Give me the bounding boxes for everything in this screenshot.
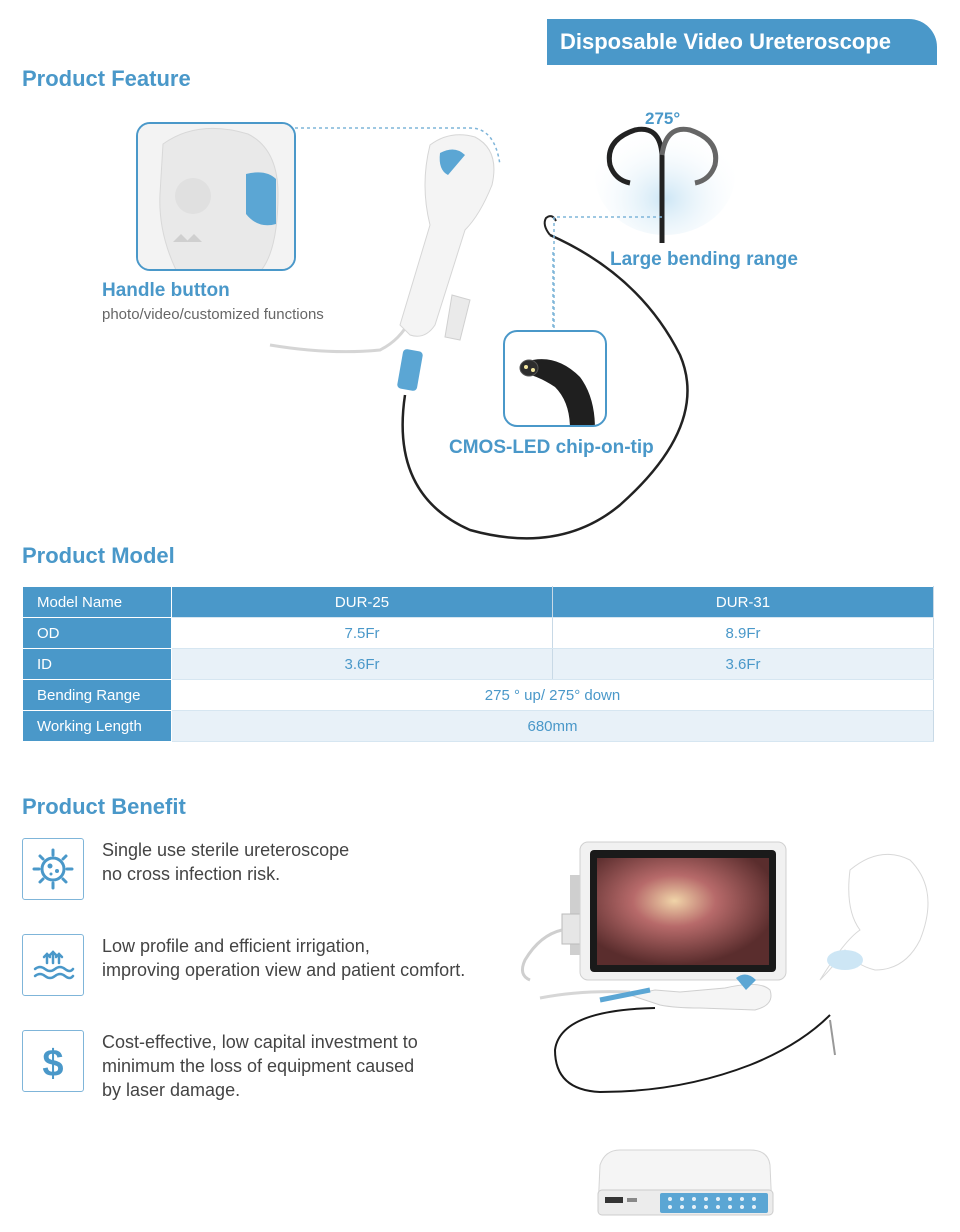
benefit-text bbox=[102, 934, 522, 982]
table-cell: 3.6Fr bbox=[172, 649, 553, 680]
benefit-line: by laser damage. bbox=[102, 1080, 241, 1100]
table-header-cell: Model Name bbox=[23, 587, 172, 618]
benefit-icon-box bbox=[22, 934, 84, 996]
table-cell: 7.5Fr bbox=[172, 618, 553, 649]
dollar-icon bbox=[31, 1039, 75, 1083]
benefit-line: improving operation view and patient comfort. bbox=[102, 960, 466, 980]
benefit-text bbox=[102, 1030, 522, 1102]
table-cell: 8.9Fr bbox=[553, 618, 934, 649]
benefit-line: Low profile and efficient irrigation, bbox=[102, 936, 370, 956]
cmos-closeup-box bbox=[503, 330, 607, 427]
product-benefit-title: Product Benefit bbox=[22, 794, 186, 819]
table-row bbox=[23, 618, 934, 649]
table-row bbox=[23, 711, 934, 742]
table-row bbox=[23, 649, 934, 680]
benefit-line: Cost-effective, low capital investment to bbox=[102, 1032, 418, 1052]
table-header-cell: DUR-31 bbox=[553, 587, 934, 618]
cmos-tip-image bbox=[505, 332, 607, 427]
system-illustration bbox=[500, 830, 945, 1120]
processor-unit bbox=[590, 1145, 780, 1232]
benefit-line: minimum the loss of equipment caused bbox=[102, 1056, 415, 1076]
row-label: OD bbox=[23, 618, 172, 649]
table-cell: 680mm bbox=[172, 711, 934, 742]
table-header-row bbox=[23, 587, 934, 618]
feature-illustration bbox=[0, 95, 960, 555]
table-cell: 275 ° up/ 275° down bbox=[172, 680, 934, 711]
bending-connector-line bbox=[552, 215, 672, 335]
benefit-icon-box bbox=[22, 1030, 84, 1092]
benefit-icon-box bbox=[22, 838, 84, 900]
page-banner bbox=[547, 19, 937, 65]
row-label: Bending Range bbox=[23, 680, 172, 711]
handle-button-description: photo/video/customized functions bbox=[102, 306, 324, 323]
cmos-connector-line bbox=[550, 250, 560, 330]
bending-range-label: Large bending range bbox=[610, 249, 798, 270]
product-feature-title: Product Feature bbox=[22, 66, 191, 91]
cmos-label: CMOS-LED chip-on-tip bbox=[449, 437, 654, 458]
benefit-text bbox=[102, 838, 522, 886]
banner-title: Disposable Video Ureteroscope bbox=[560, 29, 891, 54]
benefit-line: Single use sterile ureteroscope bbox=[102, 840, 350, 860]
table-cell: 3.6Fr bbox=[553, 649, 934, 680]
row-label: ID bbox=[23, 649, 172, 680]
product-model-table bbox=[22, 586, 934, 742]
irrigation-icon bbox=[31, 943, 75, 987]
table-header-cell: DUR-25 bbox=[172, 587, 553, 618]
virus-icon bbox=[31, 847, 75, 891]
table-row bbox=[23, 680, 934, 711]
handle-button-label: Handle button bbox=[102, 280, 230, 301]
svg-text:$: $ bbox=[42, 1043, 64, 1083]
product-model-title: Product Model bbox=[22, 543, 175, 568]
bending-angle-label: 275° bbox=[645, 109, 681, 128]
benefit-line: no cross infection risk. bbox=[102, 864, 281, 884]
row-label: Working Length bbox=[23, 711, 172, 742]
